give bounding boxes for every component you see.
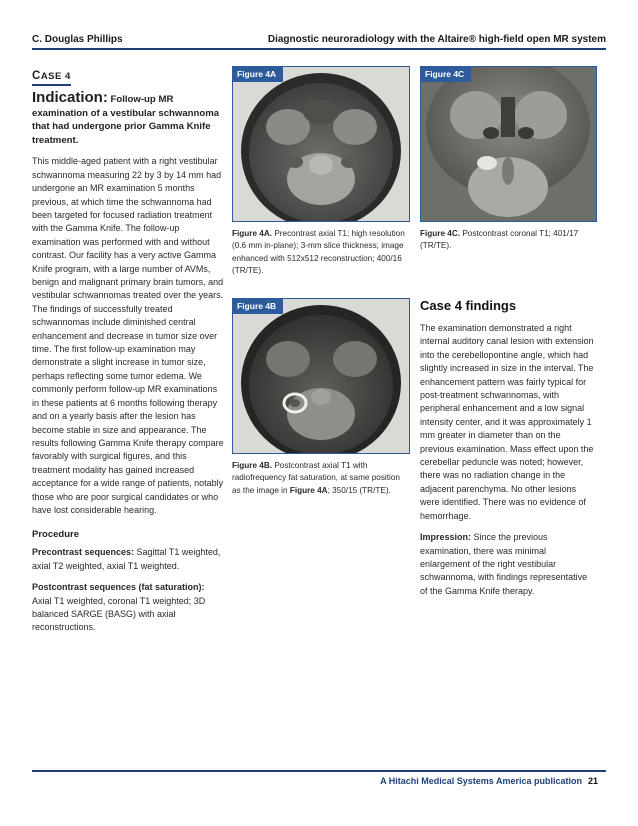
footer-rule <box>32 770 606 772</box>
figure-4c-image <box>420 66 597 222</box>
indication-label: Indication: <box>32 89 108 106</box>
figure-4b-label: Figure 4B <box>233 299 283 314</box>
indication <box>32 91 224 147</box>
postcontrast-text: Axial T1 weighted, coronal T1 weighted; 3D balanced SARGE (BASG) with axial reconstructions. <box>32 595 206 633</box>
page-number: 21 <box>587 776 598 786</box>
figure-4b-image <box>232 298 410 454</box>
mri-axial-postcontrast <box>233 299 409 453</box>
indication-text: Follow-up MR examination of a vestibular schwannoma that had undergone prior Gamma Knife treatment. <box>32 94 220 146</box>
figure-4a-image <box>232 66 410 222</box>
case-title-initial: C <box>32 70 41 82</box>
footer-publication: A Hitachi Medical Systems America publication <box>380 776 582 786</box>
case-title <box>32 70 71 86</box>
figure-4a-caption-text: Precontrast axial T1; high resolution (0.6 mm in-plane); 3-mm slice thickness; image enhanced with 512x512 reconstruction; 400/16 (TR/TE). <box>232 229 405 275</box>
findings-column <box>420 322 595 606</box>
page-header <box>32 28 606 50</box>
figure-4b-caption-bold: Figure 4B. <box>232 461 273 470</box>
page-footer <box>380 776 598 786</box>
figure-4a-caption <box>232 228 408 277</box>
postcontrast-label: Postcontrast sequences (fat saturation): <box>32 582 205 593</box>
figure-4b-caption-text-a: Postcontrast axial T1 with radiofrequency fat saturation, at same position as the image in <box>232 461 400 495</box>
figure-4b-caption <box>232 460 408 497</box>
findings-text: The examination demonstrated a right internal auditory canal lesion with extension into the cerebellopontine angle, which had slightly increased in size in the interval. The enhancement pattern was fairly typical for post-treatment schwannomas, with peripheral enhancement and a low signal intensity center, and it was approximately 1 mm greater in diameter than on the previous examination. Mass effect upon the cerebellar peduncle was noted; however, there was no radiation change in the adjacent parenchyma. No other lesions were identified. There was no evidence of hemorrhage. <box>420 323 594 521</box>
case-title-rest: ASE 4 <box>40 71 71 82</box>
figure-4a-caption-bold: Figure 4A. <box>232 229 273 238</box>
figure-4c-label: Figure 4C <box>421 67 471 82</box>
case-description: This middle-aged patient with a right vestibular schwannoma measuring 22 by 3 by 14 mm had undergone an MR examination 5 months previous, at which time the schwannoma had been targeted for focused radiation treatment with the Gamma Knife. The follow-up examination was performed with and without contrast. Our facility has a very active Gamma Knife program, with a large number of AVMs, benign and malignant primary brain tumors, and vestibular schwannomas treated over the years. The findings of successfully treated schwannomas include diminished central enhancement and decrease in tumor size over time. The first follow-up examination may demonstrate a slight increase in tumor size, perhaps reflecting some tumor edema. We commonly perform follow-up MR examinations in these patients at 6 months following therapy and on a yearly basis after the lesion has become stable in size and appearance. The results following Gamma Knife therapy compare favorably with surgical figures, and this treatment modality has gained increased acceptance for a wide range of patients, notably those who are poor surgical candidates or who have lost considerable hearing. <box>32 156 224 515</box>
impression <box>420 531 595 598</box>
precontrast-label: Precontrast sequences: <box>32 547 135 558</box>
findings-title: Case 4 findings <box>420 298 517 313</box>
header-author: C. Douglas Phillips <box>32 34 123 45</box>
figure-4c-caption-text: Postcontrast coronal T1; 401/17 (TR/TE). <box>420 229 579 251</box>
case-column <box>32 66 224 643</box>
figure-4b-caption-text-b: ; 350/15 (TR/TE). <box>327 485 391 495</box>
precontrast-sequences <box>32 546 224 573</box>
precontrast-text: Sagittal T1 weighted, axial T2 weighted, axial T1 weighted. <box>32 547 221 571</box>
figure-4c-caption <box>420 228 595 253</box>
header-title: Diagnostic neuroradiology with the Altaire® high-field open MR system <box>267 34 606 45</box>
mri-coronal-postcontrast <box>421 67 596 221</box>
postcontrast-sequences <box>32 581 224 635</box>
procedure-heading: Procedure <box>32 529 79 541</box>
figure-4b-caption-ref: Figure 4A <box>289 485 328 495</box>
figure-4a-label: Figure 4A <box>233 67 283 82</box>
impression-text: Since the previous examination, there was minimal enlargement of the right vestibular schwannoma, with findings representative of the Gamma Knife therapy. <box>420 532 588 596</box>
figure-4c-caption-bold: Figure 4C. <box>420 229 461 238</box>
impression-label: Impression: <box>420 532 472 543</box>
mri-axial-precontrast <box>233 67 409 221</box>
